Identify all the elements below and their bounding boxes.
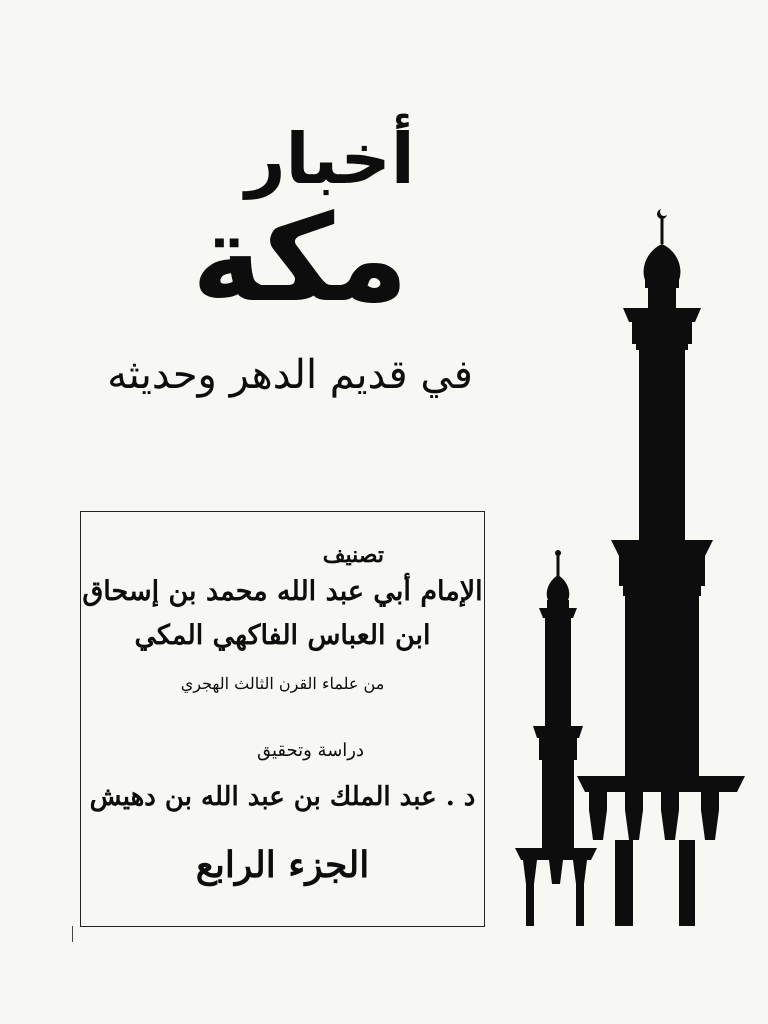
author-info-box xyxy=(80,511,485,927)
author-name-line-2: ابن العباس الفاكهي المكي xyxy=(134,620,431,651)
author-era: من علماء القرن الثالث الهجري xyxy=(180,674,385,693)
title-line-1: أخبار xyxy=(245,118,415,200)
volume-label: الجزء الرابع xyxy=(195,844,370,886)
compilation-label: تصنيف xyxy=(322,542,384,568)
study-label: دراسة وتحقيق xyxy=(256,740,364,761)
book-subtitle: في قديم الدهر وحديثه xyxy=(107,352,473,398)
author-name-line-1: الإمام أبي عبد الله محمد بن إسحاق xyxy=(82,576,483,607)
editor-name: د . عبد الملك بن عبد الله بن دهيش xyxy=(89,782,476,812)
minarets-illustration xyxy=(505,200,755,930)
book-title xyxy=(130,118,470,329)
corner-mark xyxy=(72,926,73,942)
title-line-2: مكة xyxy=(191,190,409,329)
